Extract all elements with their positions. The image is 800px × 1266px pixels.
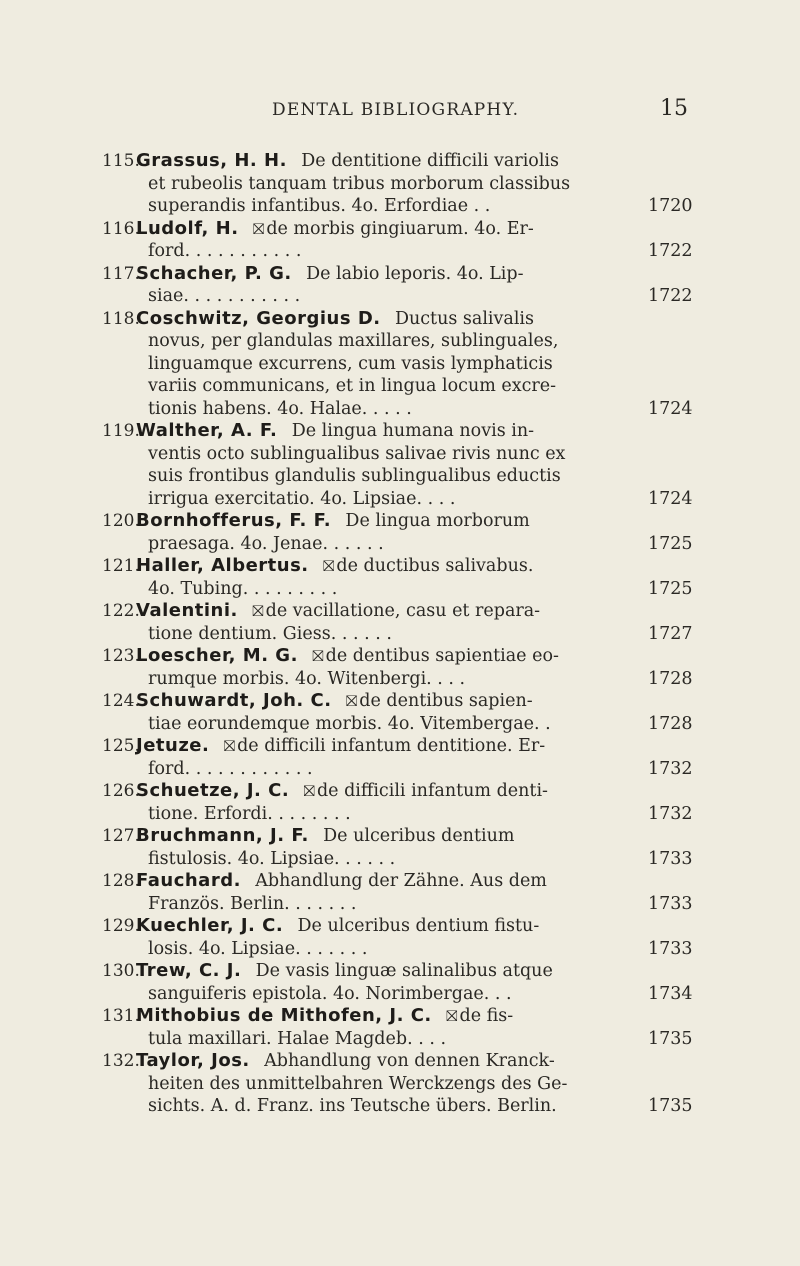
entry-line-text: de morbis gingiuarum. 4o. Er- bbox=[266, 218, 534, 239]
entry-author: Valentini. bbox=[136, 600, 238, 621]
entry-line-text: de dentibus sapientiae eo- bbox=[325, 646, 559, 666]
entry-text bbox=[136, 645, 630, 668]
entry-text bbox=[148, 173, 630, 196]
bibliography-entry bbox=[0, 735, 800, 780]
entry-first-line bbox=[0, 690, 800, 713]
cross-mark-icon: ⛝ bbox=[322, 557, 335, 575]
entry-first-line bbox=[0, 510, 800, 533]
entry-line-text: De dentitione difficili variolis bbox=[301, 151, 560, 171]
entry-line-text: sanguiferis epistola. 4o. Norimbergae. . . bbox=[148, 983, 512, 1004]
entry-continuation-line bbox=[0, 240, 800, 263]
bibliography-entry bbox=[0, 510, 800, 555]
entry-line-text: ford. . . . . . . . . . . . bbox=[148, 758, 313, 779]
entry-continuation-line bbox=[0, 803, 800, 826]
entry-text bbox=[148, 893, 630, 916]
entry-text bbox=[136, 308, 630, 331]
entry-continuation-line bbox=[0, 578, 800, 601]
entry-text bbox=[148, 803, 630, 826]
entry-text bbox=[148, 398, 630, 421]
entry-line-text: irrigua exercitatio. 4o. Lipsiae. . . . bbox=[148, 488, 456, 509]
entry-text bbox=[136, 1005, 630, 1028]
entry-year: 1722 bbox=[648, 241, 693, 261]
entry-continuation-line bbox=[0, 465, 800, 488]
entry-continuation-line bbox=[0, 375, 800, 398]
entry-continuation-line bbox=[0, 1028, 800, 1051]
entry-year: 1727 bbox=[648, 623, 693, 644]
entry-text bbox=[148, 240, 630, 263]
running-head bbox=[0, 96, 800, 126]
entry-continuation-line bbox=[0, 173, 800, 196]
entry-text bbox=[148, 195, 630, 218]
entry-line-text: heiten des unmittelbahren Werckzengs des Ge- bbox=[148, 1073, 568, 1094]
entry-line-text: superandis infantibus. 4o. Erfordiae . . bbox=[148, 196, 491, 216]
entry-number: 115. bbox=[102, 151, 140, 171]
entry-text bbox=[136, 915, 630, 938]
entry-text bbox=[136, 218, 630, 241]
entry-continuation-line bbox=[0, 1095, 800, 1118]
bibliography-entry bbox=[0, 870, 800, 915]
entry-text bbox=[148, 758, 630, 781]
entry-continuation-line bbox=[0, 983, 800, 1006]
entry-text bbox=[148, 1073, 630, 1096]
entry-line-text: De labio leporis. 4o. Lip- bbox=[306, 263, 524, 284]
entry-line-text: De lingua humana novis in- bbox=[291, 421, 535, 441]
bibliography-entry bbox=[0, 600, 800, 645]
entry-text bbox=[148, 1028, 630, 1051]
entry-number: 119. bbox=[102, 421, 140, 441]
bibliography-entry bbox=[0, 1005, 800, 1050]
entry-line-text: et rubeolis tanquam tribus morborum classibus bbox=[148, 173, 571, 194]
bibliography-entry bbox=[0, 1050, 800, 1118]
entry-first-line bbox=[0, 308, 800, 331]
entry-year: 1732 bbox=[648, 803, 693, 824]
entry-author: Schuwardt, Joh. C. bbox=[136, 690, 332, 711]
entry-author: Fauchard. bbox=[136, 870, 241, 891]
entry-line-text: de fis- bbox=[459, 1006, 514, 1026]
entry-continuation-line bbox=[0, 623, 800, 646]
entry-line-text: de vacillatione, casu et repara- bbox=[265, 601, 541, 621]
entry-year: 1733 bbox=[648, 848, 693, 869]
entry-number: 128. bbox=[102, 871, 140, 891]
bibliography-entry bbox=[0, 555, 800, 600]
entry-text bbox=[148, 443, 630, 466]
entry-author: Loescher, M. G. bbox=[136, 645, 298, 666]
entry-year: 1725 bbox=[648, 533, 693, 554]
entry-number: 132. bbox=[102, 1051, 140, 1071]
entry-line-text: losis. 4o. Lipsiae. . . . . . . bbox=[148, 938, 368, 959]
entry-text bbox=[148, 623, 630, 646]
cross-mark-icon: ⛝ bbox=[345, 692, 358, 710]
entry-author: Bornhofferus, F. F. bbox=[136, 510, 332, 531]
bibliography-entry bbox=[0, 645, 800, 690]
cross-mark-icon: ⛝ bbox=[223, 737, 236, 755]
entry-number: 118. bbox=[102, 308, 140, 329]
entry-line-text: siae. . . . . . . . . . . bbox=[148, 286, 301, 306]
entry-author: Mithobius de Mithofen, J. C. bbox=[136, 1005, 432, 1026]
entry-continuation-line bbox=[0, 353, 800, 376]
entry-first-line bbox=[0, 150, 800, 173]
entry-line-text: suis frontibus glandulis sublingualibus eductis bbox=[148, 466, 561, 486]
entry-continuation-line bbox=[0, 533, 800, 556]
bibliography-entry bbox=[0, 308, 800, 421]
entry-text bbox=[148, 375, 630, 398]
entry-line-text: praesaga. 4o. Jenae. . . . . . bbox=[148, 533, 384, 554]
bibliography-entry bbox=[0, 420, 800, 510]
entry-line-text: rumque morbis. 4o. Witenbergi. . . . bbox=[148, 668, 466, 689]
entry-year: 1734 bbox=[648, 983, 693, 1004]
entry-line-text: tula maxillari. Halae Magdeb. . . . bbox=[148, 1028, 447, 1049]
entry-continuation-line bbox=[0, 668, 800, 691]
entry-line-text: de difficili infantum denti- bbox=[316, 781, 548, 801]
entry-year: 1733 bbox=[648, 938, 693, 959]
entry-text bbox=[136, 600, 630, 623]
entry-text bbox=[148, 578, 630, 601]
entry-line-text: de dentibus sapien- bbox=[359, 691, 533, 711]
entry-continuation-line bbox=[0, 330, 800, 353]
entry-number: 116. bbox=[102, 218, 140, 239]
entry-text bbox=[136, 1050, 630, 1073]
entry-year: 1728 bbox=[648, 713, 693, 734]
entry-author: Kuechler, J. C. bbox=[136, 915, 284, 936]
entry-line-text: De ulceribus dentium fistu- bbox=[297, 916, 540, 936]
entry-text bbox=[136, 263, 630, 286]
entry-text bbox=[148, 285, 630, 308]
bibliography-entry bbox=[0, 825, 800, 870]
entry-first-line bbox=[0, 263, 800, 286]
entry-author: Jetuze. bbox=[136, 735, 210, 756]
entry-text bbox=[136, 870, 630, 893]
entry-first-line bbox=[0, 915, 800, 938]
entry-author: Walther, A. F. bbox=[136, 420, 278, 441]
entry-text bbox=[136, 825, 630, 848]
entry-year: 1735 bbox=[648, 1096, 693, 1116]
entry-number: 129. bbox=[102, 916, 140, 936]
entry-line-text: De lingua morborum bbox=[345, 511, 530, 531]
entry-year: 1735 bbox=[648, 1028, 693, 1049]
bibliography-entry bbox=[0, 150, 800, 218]
entry-first-line bbox=[0, 870, 800, 893]
entry-continuation-line bbox=[0, 488, 800, 511]
entry-line-text: linguamque excurrens, cum vasis lymphaticis bbox=[148, 353, 553, 374]
bibliography-entry bbox=[0, 690, 800, 735]
entry-text bbox=[148, 488, 630, 511]
entry-author: Haller, Albertus. bbox=[136, 555, 309, 576]
entry-text bbox=[148, 465, 630, 488]
entry-text bbox=[136, 555, 630, 578]
entry-text bbox=[148, 848, 630, 871]
entry-line-text: ford. . . . . . . . . . . bbox=[148, 241, 302, 261]
entry-text bbox=[136, 960, 630, 983]
bibliography-entry bbox=[0, 780, 800, 825]
bibliography-list bbox=[0, 150, 800, 1118]
entry-year: 1724 bbox=[648, 488, 693, 509]
entry-first-line bbox=[0, 735, 800, 758]
entry-author: Trew, C. J. bbox=[136, 960, 242, 981]
entry-number: 131. bbox=[102, 1006, 140, 1026]
cross-mark-icon: ⛝ bbox=[252, 602, 264, 620]
entry-first-line bbox=[0, 420, 800, 443]
entry-line-text: tiae eorundemque morbis. 4o. Vitembergae. . bbox=[148, 713, 551, 734]
entry-continuation-line bbox=[0, 758, 800, 781]
entry-text bbox=[148, 353, 630, 376]
entry-line-text: tione dentium. Giess. . . . . . bbox=[148, 623, 392, 644]
entry-number: 124. bbox=[102, 691, 140, 711]
bibliography-entry bbox=[0, 960, 800, 1005]
entry-year: 1728 bbox=[648, 668, 693, 689]
entry-continuation-line bbox=[0, 195, 800, 218]
entry-line-text: novus, per glandulas maxillares, sublinguales, bbox=[148, 331, 559, 351]
entry-author: Bruchmann, J. F. bbox=[136, 825, 309, 846]
entry-number: 117. bbox=[102, 263, 140, 284]
entry-first-line bbox=[0, 1005, 800, 1028]
entry-first-line bbox=[0, 1050, 800, 1073]
entry-author: Ludolf, H. bbox=[136, 217, 239, 239]
entry-number: 127. bbox=[102, 826, 140, 846]
entry-year: 1733 bbox=[648, 893, 693, 914]
entry-author: Taylor, Jos. bbox=[136, 1050, 250, 1071]
entry-line-text: de ductibus salivabus. bbox=[336, 556, 534, 576]
entry-text bbox=[148, 713, 630, 736]
entry-continuation-line bbox=[0, 893, 800, 916]
entry-year: 1724 bbox=[648, 398, 693, 419]
entry-author: Coschwitz, Georgius D. bbox=[136, 307, 381, 329]
entry-year: 1725 bbox=[648, 578, 693, 599]
entry-line-text: fistulosis. 4o. Lipsiae. . . . . . bbox=[148, 848, 396, 869]
entry-line-text: Abhandlung von dennen Kranck- bbox=[264, 1051, 555, 1071]
entry-line-text: Abhandlung der Zähne. Aus dem bbox=[255, 871, 547, 891]
entry-continuation-line bbox=[0, 713, 800, 736]
entry-first-line bbox=[0, 960, 800, 983]
entry-text bbox=[148, 533, 630, 556]
entry-line-text: Französ. Berlin. . . . . . . bbox=[148, 893, 357, 914]
entry-text bbox=[136, 420, 630, 443]
entry-text bbox=[148, 1095, 630, 1118]
entry-text bbox=[136, 690, 630, 713]
entry-year: 1720 bbox=[648, 196, 693, 216]
entry-first-line bbox=[0, 645, 800, 668]
bibliography-entry bbox=[0, 218, 800, 263]
entry-text bbox=[136, 780, 630, 803]
entry-author: Schuetze, J. C. bbox=[136, 780, 290, 801]
page-number: 15 bbox=[660, 96, 688, 121]
entry-text bbox=[136, 510, 630, 533]
entry-continuation-line bbox=[0, 443, 800, 466]
entry-author: Grassus, H. H. bbox=[136, 150, 287, 171]
entry-number: 130. bbox=[102, 961, 140, 981]
entry-continuation-line bbox=[0, 848, 800, 871]
cross-mark-icon: ⛝ bbox=[252, 219, 265, 238]
entry-text bbox=[148, 668, 630, 691]
entry-number: 120. bbox=[102, 511, 140, 531]
entry-line-text: tione. Erfordi. . . . . . . . bbox=[148, 803, 351, 824]
entry-line-text: Ductus salivalis bbox=[394, 308, 535, 329]
entry-author: Schacher, P. G. bbox=[136, 262, 292, 284]
entry-continuation-line bbox=[0, 285, 800, 308]
entry-line-text: sichts. A. d. Franz. ins Teutsche übers. Berlin. bbox=[148, 1096, 557, 1116]
entry-first-line bbox=[0, 218, 800, 241]
entry-first-line bbox=[0, 555, 800, 578]
entry-line-text: variis communicans, et in lingua locum excre- bbox=[148, 376, 557, 396]
entry-line-text: De ulceribus dentium bbox=[323, 826, 515, 846]
entry-text bbox=[148, 330, 630, 353]
bibliography-entry bbox=[0, 915, 800, 960]
entry-continuation-line bbox=[0, 398, 800, 421]
entry-continuation-line bbox=[0, 1073, 800, 1096]
entry-continuation-line bbox=[0, 938, 800, 961]
entry-number: 126. bbox=[102, 781, 140, 801]
cross-mark-icon: ⛝ bbox=[303, 782, 315, 800]
entry-number: 125. bbox=[102, 736, 140, 756]
entry-number: 123. bbox=[102, 646, 140, 666]
entry-first-line bbox=[0, 600, 800, 623]
entry-line-text: tionis habens. 4o. Halae. . . . . bbox=[148, 398, 412, 419]
entry-year: 1732 bbox=[648, 758, 693, 779]
entry-line-text: 4o. Tubing. . . . . . . . . bbox=[148, 578, 338, 599]
entry-number: 121. bbox=[102, 556, 140, 576]
entry-text bbox=[148, 983, 630, 1006]
entry-line-text: ventis octo sublingualibus salivae rivis nunc ex bbox=[148, 443, 566, 464]
running-title: DENTAL BIBLIOGRAPHY. bbox=[272, 100, 520, 120]
entry-line-text: De vasis linguæ salinalibus atque bbox=[255, 961, 553, 981]
entry-text bbox=[148, 938, 630, 961]
entry-first-line bbox=[0, 825, 800, 848]
entry-text bbox=[136, 735, 630, 758]
entry-number: 122. bbox=[102, 601, 140, 621]
entry-year: 1722 bbox=[648, 286, 693, 306]
bibliography-entry bbox=[0, 263, 800, 308]
entry-line-text: de difficili infantum dentitione. Er- bbox=[237, 736, 546, 756]
cross-mark-icon: ⛝ bbox=[446, 1007, 458, 1025]
entry-text bbox=[136, 150, 630, 173]
cross-mark-icon: ⛝ bbox=[312, 647, 324, 665]
entry-first-line bbox=[0, 780, 800, 803]
